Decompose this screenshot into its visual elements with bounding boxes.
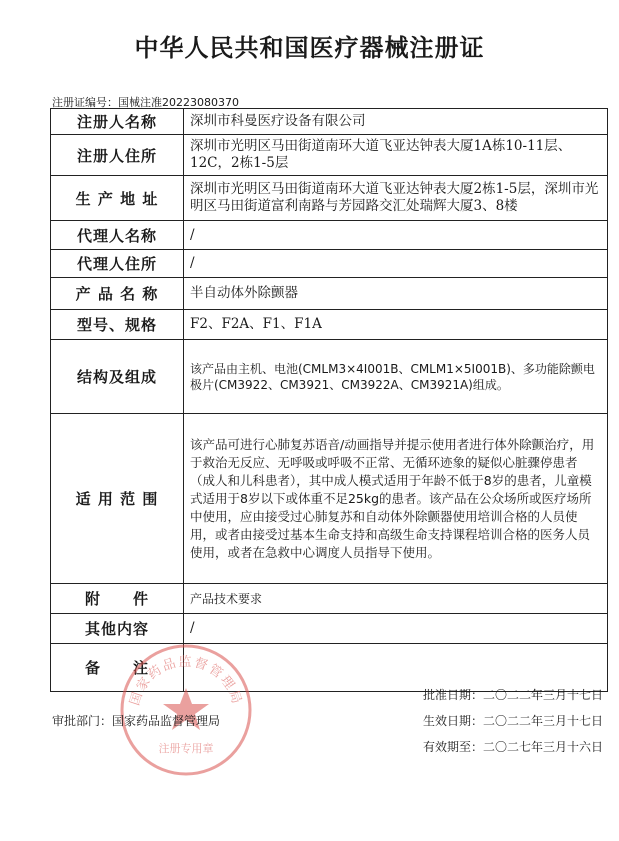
field-label: 结构及组成 xyxy=(51,340,184,414)
seal-top-text: 国家药品监督管理局 xyxy=(127,655,245,708)
field-label: 注册人名称 xyxy=(51,109,184,135)
approval-department-label: 审批部门： xyxy=(52,714,113,728)
table-row xyxy=(51,414,608,584)
table-row xyxy=(51,250,608,278)
date-block xyxy=(423,682,603,760)
date-value: 二〇二七年三月十六日 xyxy=(482,740,603,754)
field-label: 生 产 地 址 xyxy=(51,176,184,221)
effective-date xyxy=(423,708,603,734)
field-label: 代理人住所 xyxy=(51,250,184,278)
registration-value: 国械注准20223080370 xyxy=(118,96,239,109)
field-value: / xyxy=(184,250,608,278)
field-label: 附 件 xyxy=(51,584,184,614)
table-row xyxy=(51,221,608,250)
field-label: 注册人住所 xyxy=(51,135,184,176)
approval-department-value: 国家药品监督管理局 xyxy=(112,714,221,728)
field-value: 该产品可进行心肺复苏语音/动画指导并提示使用者进行体外除颤治疗，用于救治无反应、无呼吸或呼吸不正常、无循环迹象的疑似心脏骤停患者（成人和儿科患者），其中成人模式适用于年龄不低于8岁的患者，儿童模式适用于8岁以下或体重不足25kg的患者。该产品在公众场所或医疗场所中使用，应由接受过心肺复苏和自动体外除颤器使用培训合格的人员使用，或者由接受过基本生命支持和高级生命支持课程培训合格的医务人员使用，或者在急救中心调度人员指导下使用。 xyxy=(184,414,608,584)
page-title: 中华人民共和国医疗器械注册证 xyxy=(134,34,485,62)
field-value: / xyxy=(184,614,608,644)
table-row xyxy=(51,584,608,614)
field-value: 深圳市光明区马田街道南环大道飞亚达钟表大厦1A栋10-11层、12C，2栋1-5层 xyxy=(184,135,608,176)
field-label: 适 用 范 围 xyxy=(51,414,184,584)
field-label: 其他内容 xyxy=(51,614,184,644)
table-row xyxy=(51,109,608,135)
field-value: 该产品由主机、电池(CMLM3×4I001B、CMLM1×5I001B)、多功能除颤电极片(CM3922、CM3921、CM3922A、CM3921A)组成。 xyxy=(184,340,608,414)
table-row xyxy=(51,135,608,176)
official-seal xyxy=(116,640,256,780)
table-row xyxy=(51,310,608,340)
date-label: 有效期至： xyxy=(422,740,483,754)
table-row xyxy=(51,614,608,644)
date-label: 批准日期： xyxy=(422,688,483,702)
certificate-table xyxy=(50,108,608,692)
field-value: 深圳市科曼医疗设备有限公司 xyxy=(184,109,608,135)
field-label: 备 注 xyxy=(51,644,184,692)
field-value: 半自动体外除颤器 xyxy=(184,278,608,310)
field-value: F2、F2A、F1、F1A xyxy=(184,310,608,340)
field-value: 产品技术要求 xyxy=(184,584,608,614)
date-value: 二〇二二年三月十七日 xyxy=(482,714,603,728)
approval-date xyxy=(423,682,603,708)
table-row xyxy=(51,340,608,414)
registration-label: 注册证编号： xyxy=(52,96,118,109)
field-value: 深圳市光明区马田街道南环大道飞亚达钟表大厦2栋1-5层，深圳市光明区马田街道富利南路与芳园路交汇处瑞辉大厦3、8楼 xyxy=(184,176,608,221)
approval-department xyxy=(52,712,220,729)
table-row xyxy=(51,278,608,310)
date-value: 二〇二二年三月十七日 xyxy=(482,688,603,702)
field-label: 代理人名称 xyxy=(51,221,184,250)
expiry-date xyxy=(423,734,603,760)
field-label: 产 品 名 称 xyxy=(51,278,184,310)
table-row xyxy=(51,176,608,221)
field-label: 型号、规格 xyxy=(51,310,184,340)
date-label: 生效日期： xyxy=(422,714,483,728)
field-value: / xyxy=(184,221,608,250)
seal-bottom-text: 注册专用章 xyxy=(158,742,214,755)
